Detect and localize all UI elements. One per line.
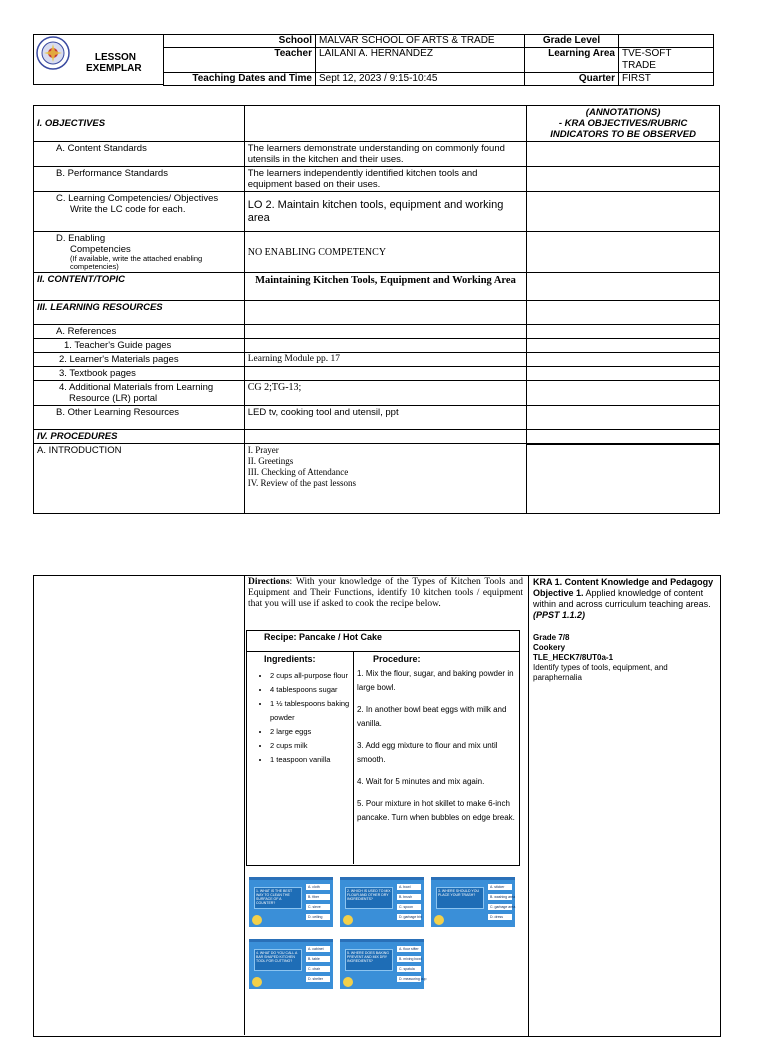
annotations-line-3: INDICATORS TO BE OBSERVED [550,129,696,140]
learners-materials-value: Learning Module pp. 17 [244,353,526,367]
dates-label: Teaching Dates and Time [164,73,316,86]
learning-competencies-label [34,192,245,232]
lc-code: TLE_HECK7/8UT0a-1 [533,653,614,662]
annotation-cell [527,273,720,301]
content-standards-value: The learners demonstrate understanding on commonly found utensils in the kitchen and their uses. [244,142,526,167]
annotations-line-1: (ANNOTATIONS) [585,107,661,118]
slide-option: C. spoon [397,904,421,910]
kra-title: KRA 1. Content Knowledge and Pedagogy [533,577,714,587]
annotation-cell [527,192,720,232]
introduction-label: A. INTRODUCTION [34,444,245,514]
quiz-slide-thumbnail [340,939,427,989]
title-line-2: EXEMPLAR [86,63,142,74]
area-line-1: TVE-SOFT [622,48,672,59]
clock-icon [252,977,262,987]
enabling-line-3: (If available, write the attached enabling competencies) [70,254,203,271]
grade-label: Grade Level [525,35,619,48]
slide-option: D. garbage bin [399,915,422,919]
empty-cell [244,325,526,339]
add-mat-line-1: 4. Additional Materials from Learning [59,382,214,393]
quiz-slide-thumbnail [249,877,333,927]
logo-cell [33,34,164,85]
learning-resources-heading: III. LEARNING RESOURCES [34,301,245,325]
add-mat-line-2: Resource (LR) portal [69,393,158,404]
grade-text: Grade 7/8 [533,633,570,642]
procedure-label: Procedure: [373,654,421,664]
annotation-cell [527,406,720,430]
slide-option: D. measuring cup [399,977,427,981]
teacher-label: Teacher [164,48,316,73]
clock-icon [343,977,353,987]
slide-question: 2. WHICH IS USED TO MIX FLOUR AND OTHER DRY INGREDIENTS? [345,887,393,909]
annotation-cell [527,367,720,381]
slide-option: B. fiber [306,894,330,900]
slide-option: C. garbage area [490,905,516,909]
slide-question: 1. WHAT IS THE BEST WAY TO CLEAN THE SURFACE OF A COUNTER? [254,887,302,909]
cookery-text: Cookery [533,643,566,652]
grade-value [619,35,714,48]
annotation-cell [527,142,720,167]
enabling-competencies-label [34,232,245,273]
slide-option: D. ceiling [306,914,330,920]
lesson-table [33,105,720,514]
title-line-1: LESSON [94,52,136,63]
area-line-2: TRADE [622,60,656,71]
identify-text: Identify types of tools, equipment, and paraphernalia [533,663,668,682]
clock-icon [343,915,353,925]
dates-value: Sept 12, 2023 / 9:15-10:45 [316,73,525,86]
procedure-step: 5. Pour mixture in hot skillet to make 6-inch pancake. Turn when bubbles on edge break. [357,799,515,822]
ingredient-item: • 2 cups milk [270,739,350,753]
slide-question: 5. WHERE DOES BAKING PREVENT AND MIX DRY INGREDIENTS? [345,949,393,971]
slide-top-bar [340,939,424,942]
clock-icon [252,915,262,925]
slide-option: A. bowl [397,884,421,890]
procedure-step: 3. Add egg mixture to flour and mix until smooth. [357,741,498,764]
references-label: A. References [34,325,245,339]
quarter-value: FIRST [619,73,714,86]
objective-body: Applied knowledge of content within and across curriculum teaching areas. [533,588,711,609]
ingredient-item: • 2 cups all-purpose flour [270,669,350,683]
additional-materials-value: CG 2;TG-13; [244,381,526,406]
ingredient-item: • 1 ½ tablespoons baking powder [270,697,350,725]
annotation-cell [527,301,720,325]
performance-standards-label: B. Performance Standards [34,167,245,192]
procedure-list [357,667,515,833]
lc-line-2: Write the LC code for each. [70,204,186,215]
procedure-step: 4. Wait for 5 minutes and mix again. [357,777,485,786]
directions-text [248,577,523,610]
slide-top-bar [431,877,515,880]
annotation-cell [527,325,720,339]
enabling-line-1: D. Enabling [56,233,106,244]
annotation-cell [527,339,720,353]
annotations-heading [527,106,720,142]
annotation-cell [527,353,720,367]
content-standards-label: A. Content Standards [34,142,245,167]
performance-standards-value: The learners independently identified kitchen tools and equipment based on their uses. [244,167,526,192]
content-topic-heading: II. CONTENT/TOPIC [34,273,245,301]
clock-icon [434,915,444,925]
intro-item: IV. Review of the past lessons [247,478,357,488]
intro-item: III. Checking of Attendance [247,467,349,477]
introduction-list [244,444,526,514]
other-resources-label: B. Other Learning Resources [34,406,245,430]
content-topic-value: Maintaining Kitchen Tools, Equipment and Working Area [244,273,526,301]
slide-option: B. brush [397,894,421,900]
other-resources-value: LED tv, cooking tool and utensil, ppt [244,406,526,430]
enabling-competencies-value: NO ENABLING COMPETENCY [244,232,526,273]
teacher-value: LAILANI A. HERNANDEZ [316,48,525,73]
annotation-cell [527,167,720,192]
enabling-line-2: Competencies [70,244,131,255]
recipe-label: Recipe: Pancake / Hot Cake [264,632,383,642]
slide-top-bar [249,939,333,942]
empty-cell [244,301,526,325]
quarter-label: Quarter [525,73,619,86]
slide-option: A. cabinet [306,946,330,952]
directions-body: : With your knowledge of the Types of Kitchen Tools and Equipment and Their Functions, identify 10 kitchen tools / equipment that you will use if asked to cook the recipe below. [248,577,523,609]
slide-option: B. washing area [490,895,516,899]
procedure-step: 1. Mix the flour, sugar, and baking powder in large bowl. [357,669,514,692]
objective-text [533,588,717,621]
lc-line-1: C. Learning Competencies/ Objectives [56,193,219,204]
annotations-line-2: - KRA OBJECTIVES/RUBRIC [558,118,688,129]
textbook-label: 3. Textbook pages [34,367,245,381]
slide-option: C. chair [306,966,330,972]
learning-competencies-value: LO 2. Maintain kitchen tools, equipment and working area [244,192,526,232]
slide-option: A. flour sifter [397,946,421,952]
learning-area-value [619,48,714,73]
slide-option: D. dress [488,914,512,920]
ingredient-item: • 2 large eggs [270,725,350,739]
empty-cell [244,430,526,444]
slide-question: 3. WHERE SHOULD YOU PLACE YOUR TRASH? [436,887,484,909]
annotation-cell [527,381,720,406]
slide-option: A. sticker [488,884,512,890]
slide-question: 4. WHAT DO YOU CALL A BAR SHAPED KITCHEN TOOL FOR CUTTING? [254,949,302,971]
slide-option: D. shelter [306,976,330,982]
slide-option: B. mixing bowl [399,957,422,961]
slide-option: C. sieve [306,904,330,910]
intro-item: I. Prayer [247,445,279,455]
ingredient-item: • 4 tablespoons sugar [270,683,350,697]
slide-option: A. cloth [306,884,330,890]
empty-cell [244,367,526,381]
learning-area-label: Learning Area [525,48,619,73]
annotation-cell [527,444,720,514]
slide-top-bar [340,877,424,880]
intro-item: II. Greetings [247,456,294,466]
column-divider [244,575,245,1035]
recipe-divider [246,651,519,652]
objectives-empty [244,106,526,142]
quiz-slide-thumbnail [431,877,515,927]
ingredients-list [254,669,350,767]
header-table [163,34,714,86]
slide-top-bar [249,877,333,880]
school-value: MALVAR SCHOOL OF ARTS & TRADE [316,35,525,48]
procedure-step: 2. In another bowl beat eggs with milk and vanilla. [357,705,507,728]
recipe-col-divider [353,651,354,864]
quiz-slide-thumbnail [340,877,424,927]
annotation-cell [527,430,720,444]
teachers-guide-label: 1. Teacher's Guide pages [34,339,245,353]
ingredient-item: • 1 teaspoon vanilla [270,753,350,767]
objective-bold: Objective 1. [533,588,584,598]
objectives-heading: I. OBJECTIVES [34,106,245,142]
quiz-slide-thumbnail [249,939,333,989]
additional-materials-label [34,381,245,406]
slide-option: B. table [306,956,330,962]
ingredients-label: Ingredients: [264,654,316,664]
slide-option: C. spatula [397,966,421,972]
kra-annotation [533,577,717,683]
learners-materials-label: 2. Learner's Materials pages [34,353,245,367]
school-label: School [164,35,316,48]
annotation-cell [527,232,720,273]
empty-cell [244,339,526,353]
objective-ppst: (PPST 1.1.2) [533,610,586,620]
procedures-heading: IV. PROCEDURES [34,430,245,444]
directions-bold: Directions [248,577,290,587]
